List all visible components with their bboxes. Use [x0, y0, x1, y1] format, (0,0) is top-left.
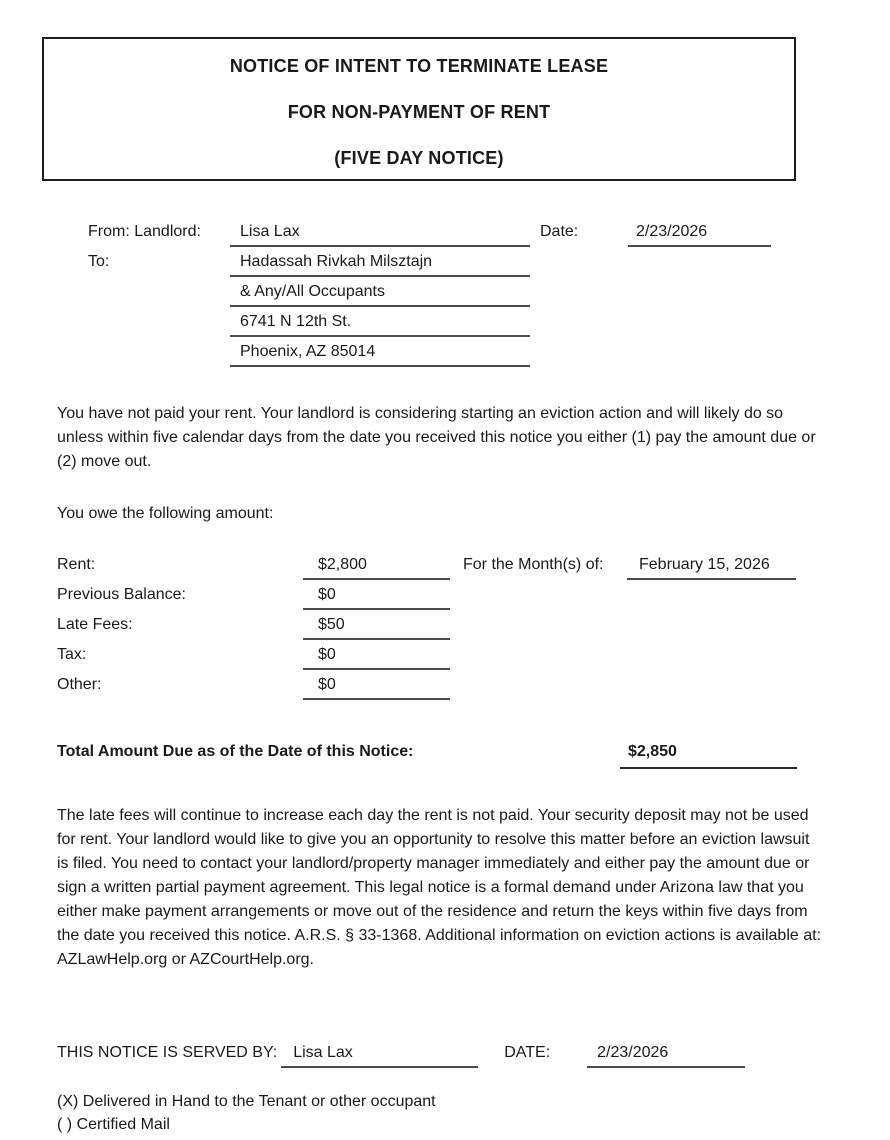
from-landlord-label: From: Landlord:	[88, 223, 201, 240]
certified-mail-checkbox[interactable]: ( )	[57, 1116, 73, 1133]
date-label: Date:	[540, 223, 579, 240]
other-label: Other:	[57, 676, 102, 693]
street-address-field[interactable]: 6741 N 12th St.	[230, 311, 530, 337]
total-due-label: Total Amount Due as of the Date of this Notice:	[57, 743, 414, 760]
tax-row	[57, 644, 796, 674]
hand-delivery-label: Delivered in Hand to the Tenant or other occupant	[82, 1093, 436, 1110]
previous-balance-label: Previous Balance:	[57, 586, 186, 603]
serve-date-field[interactable]: 2/23/2026	[587, 1042, 745, 1068]
rent-label: Rent:	[57, 556, 96, 573]
landlord-name-field[interactable]: Lisa Lax	[230, 221, 530, 247]
late-fees-label: Late Fees:	[57, 616, 133, 633]
late-fees-field[interactable]: $50	[303, 614, 450, 640]
serve-date-label: DATE:	[504, 1044, 551, 1061]
rent-row	[57, 554, 796, 584]
city-state-zip-field[interactable]: Phoenix, AZ 85014	[230, 341, 530, 367]
to-label: To:	[88, 253, 110, 270]
from-row	[88, 221, 771, 251]
rent-amount-field[interactable]: $2,800	[303, 554, 450, 580]
parties-section	[88, 221, 771, 371]
tenant-name-field[interactable]: Hadassah Rivkah Milsztajn	[230, 251, 530, 277]
total-due-field[interactable]: $2,850	[620, 741, 797, 769]
occupants-field[interactable]: & Any/All Occupants	[230, 281, 530, 307]
total-due-row	[57, 741, 797, 769]
address-row	[88, 311, 771, 341]
month-of-label: For the Month(s) of:	[463, 556, 604, 573]
owe-amount-line: You owe the following amount:	[57, 505, 274, 522]
other-field[interactable]: $0	[303, 674, 450, 700]
delivery-method-section	[57, 1090, 436, 1136]
occupants-row	[88, 281, 771, 311]
city-state-zip-row	[88, 341, 771, 371]
other-row	[57, 674, 796, 704]
notice-title-line-3: (FIVE DAY NOTICE)	[334, 148, 504, 168]
notice-title-box	[42, 37, 796, 181]
served-by-row	[57, 1042, 745, 1068]
month-of-field[interactable]: February 15, 2026	[627, 554, 796, 580]
delivery-option-hand	[57, 1090, 436, 1113]
tax-label: Tax:	[57, 646, 87, 663]
served-by-label: THIS NOTICE IS SERVED BY:	[57, 1044, 278, 1061]
legal-paragraph: The late fees will continue to increase each day the rent is not paid. Your security deposit may not be used for rent. Your landlord would like to give you an opportunity to resolve this matter before an eviction lawsuit is filed. You need to contact your landlord/property manager immediately and either pay the amount due or sign a written partial payment agreement. This legal notice is a formal demand under Arizona law that you either make payment arrangements or move out of the residence and return the keys within five days from the date you received this notice. A.R.S. § 33-1368. Additional information on eviction actions is available at: AZLawHelp.org or AZCourtHelp.org.	[57, 807, 822, 968]
hand-delivery-checkbox[interactable]: (X)	[57, 1093, 79, 1110]
amounts-table	[57, 554, 796, 704]
notice-title-line-2: FOR NON-PAYMENT OF RENT	[287, 102, 551, 122]
previous-balance-row	[57, 584, 796, 614]
late-fees-row	[57, 614, 796, 644]
to-row	[88, 251, 771, 281]
previous-balance-field[interactable]: $0	[303, 584, 450, 610]
tax-field[interactable]: $0	[303, 644, 450, 670]
notice-date-field[interactable]: 2/23/2026	[628, 221, 771, 247]
notice-title-line-1: NOTICE OF INTENT TO TERMINATE LEASE	[229, 56, 609, 76]
delivery-option-certified-mail	[57, 1113, 436, 1136]
intro-paragraph: You have not paid your rent. Your landlord is considering starting an eviction action and will likely do so unless within five calendar days from the date you received this notice you either (1) pay the amount due or (2) move out.	[57, 405, 816, 470]
certified-mail-label: Certified Mail	[76, 1116, 170, 1133]
served-by-field[interactable]: Lisa Lax	[281, 1042, 478, 1068]
